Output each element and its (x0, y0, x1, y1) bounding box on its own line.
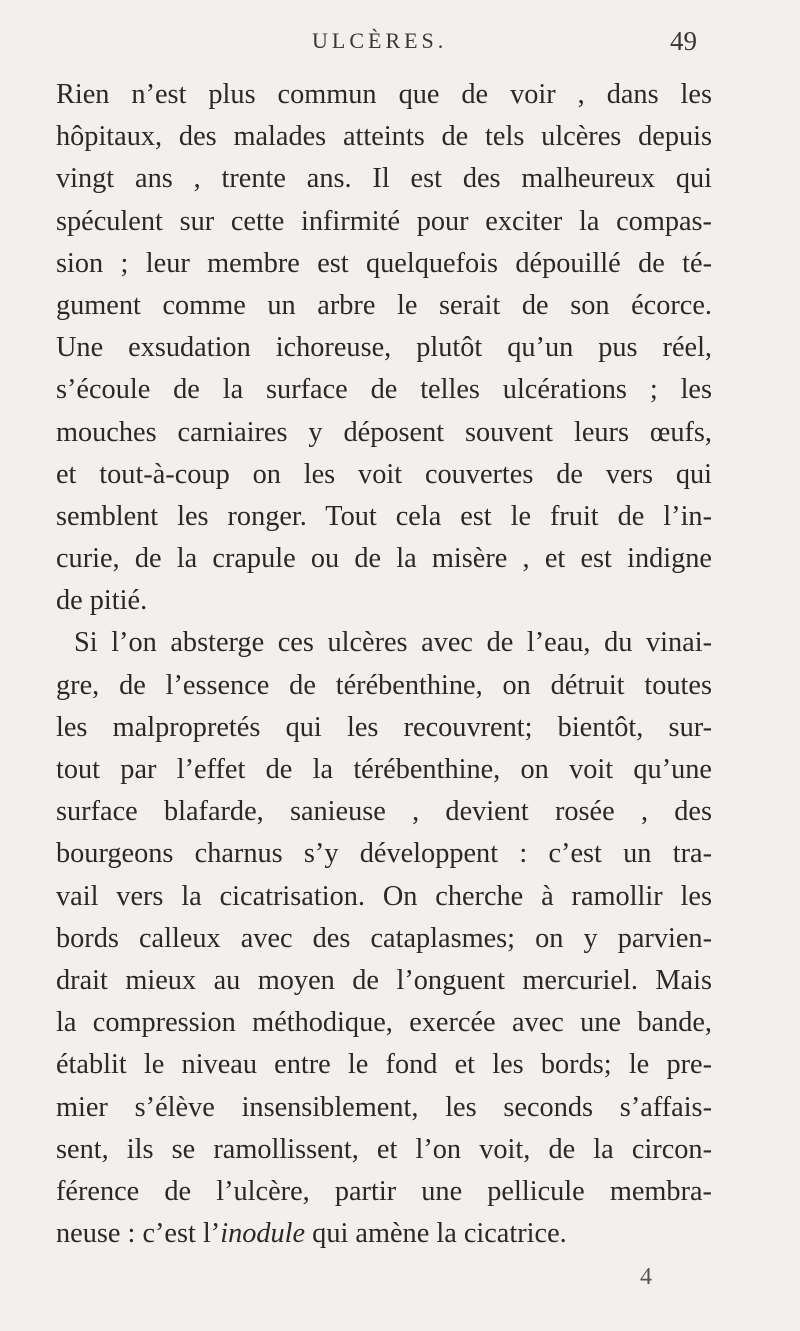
italic-term: inodule (220, 1218, 306, 1250)
text-line: gre, de l’essence de térébenthine, on détruit toutes (56, 669, 712, 701)
page-number: 49 (670, 26, 697, 56)
text-line: férence de l’ulcère, partir une pellicule membra- (56, 1175, 712, 1207)
final-line-start: neuse : c’est l’ (56, 1218, 221, 1250)
text-line: spéculent sur cette infirmité pour exciter la compas- (56, 205, 712, 237)
text-line: sent, ils se ramollissent, et l’on voit, de la circon- (56, 1133, 712, 1165)
text-line: vail vers la cicatrisation. On cherche à ramollir les (56, 880, 712, 912)
body-text (56, 74, 712, 1255)
text-line: gument comme un arbre le serait de son écorce. (56, 289, 712, 321)
text-line: la compression méthodique, exercée avec une bande, (56, 1007, 712, 1039)
text-line: semblent les ronger. Tout cela est le fruit de l’in- (56, 500, 712, 532)
text-line: sion ; leur membre est quelquefois dépouillé de té- (56, 247, 712, 279)
text-line: curie, de la crapule ou de la misère , et est indigne (56, 543, 712, 575)
paragraph-2 (56, 622, 712, 1255)
text-line: mouches carniaires y déposent souvent leurs œufs, (56, 416, 712, 448)
text-line: vingt ans , trente ans. Il est des malheureux qui (56, 163, 712, 195)
text-line: bords calleux avec des cataplasmes; on y parvien- (56, 922, 712, 954)
running-title: ULCÈRES. (312, 28, 448, 53)
text-line: mier s’élève insensiblement, les seconds s’affais- (56, 1091, 712, 1123)
text-line: surface blafarde, sanieuse , devient rosée , des (56, 796, 712, 828)
signature-mark: 4 (640, 1264, 652, 1290)
text-line: de pitié. (56, 585, 148, 617)
text-line: Si l’on absterge ces ulcères avec de l’eau, du vinai- (74, 627, 712, 659)
final-line-end: qui amène la cicatrice. (305, 1218, 567, 1250)
text-line: hôpitaux, des malades atteints de tels ulcères depuis (56, 121, 712, 153)
final-text-line (56, 1213, 712, 1255)
text-line: Rien n’est plus commun que de voir , dans les (56, 79, 712, 110)
text-line: et tout-à-coup on les voit couvertes de vers qui (56, 458, 712, 490)
running-head (0, 22, 800, 62)
text-line: s’écoule de la surface de telles ulcérations ; les (56, 374, 712, 406)
paragraph-1 (56, 74, 712, 622)
text-line: bourgeons charnus s’y développent : c’est un tra- (56, 838, 712, 870)
text-line: tout par l’effet de la térébenthine, on voit qu’une (56, 754, 712, 785)
text-line: drait mieux au moyen de l’onguent mercuriel. Mais (56, 964, 712, 996)
text-line: établit le niveau entre le fond et les bords; le pre- (56, 1049, 712, 1081)
text-line: Une exsudation ichoreuse, plutôt qu’un pus réel, (56, 332, 712, 364)
text-line: les malpropretés qui les recouvrent; bientôt, sur- (56, 711, 712, 743)
